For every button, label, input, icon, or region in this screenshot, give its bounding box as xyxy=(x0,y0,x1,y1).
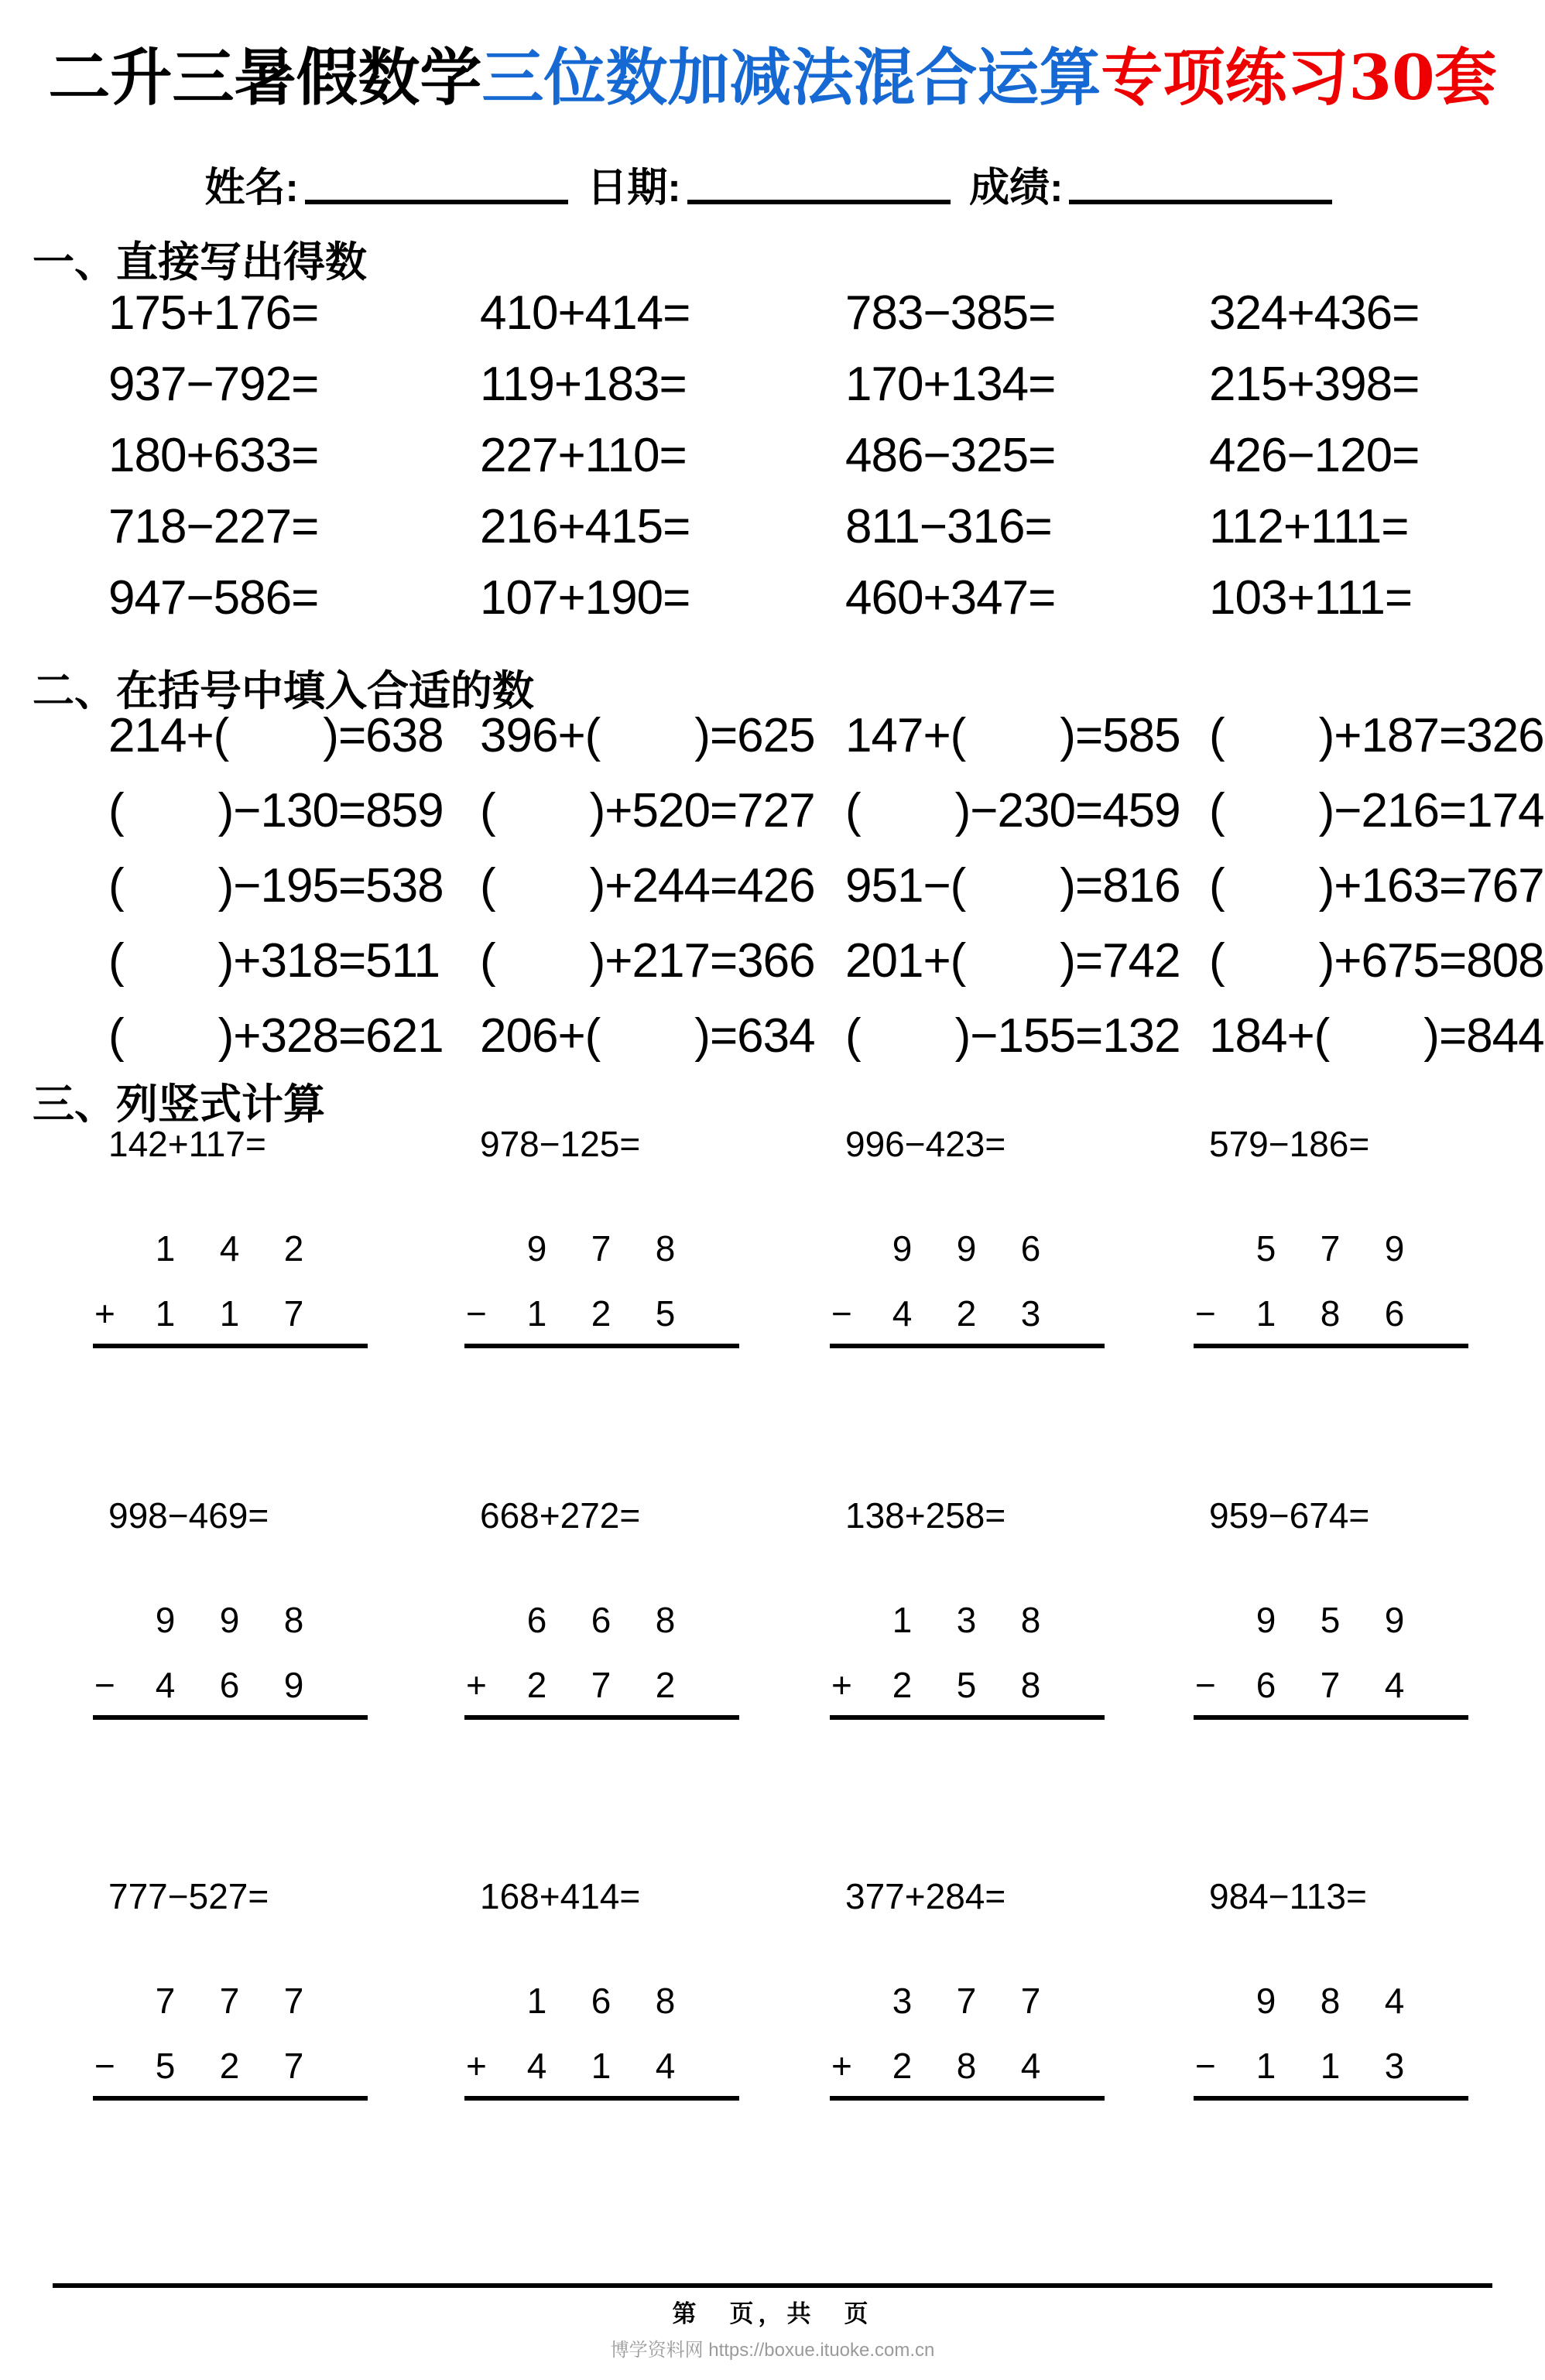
vertical-equation: 996−423= xyxy=(845,1124,1006,1164)
vertical-calc-problem xyxy=(466,1124,841,1348)
date-label: 日期: xyxy=(587,166,681,211)
digit: 8 xyxy=(655,1228,676,1269)
digit: 9 xyxy=(155,1600,176,1640)
answer-line xyxy=(93,1344,368,1348)
digit: 1 xyxy=(526,1981,547,2021)
footer-page-line: 第 页，共 页 xyxy=(672,2300,873,2327)
column-form xyxy=(93,1228,368,1348)
column-form xyxy=(1194,1602,1468,1720)
fill-blank-problem: ( )−155=132 xyxy=(845,1009,1180,1063)
column-form xyxy=(830,1983,1105,2101)
digit: 7 xyxy=(591,1228,611,1269)
digit: 9 xyxy=(283,1665,304,1705)
fill-blank-problem: ( )−216=174 xyxy=(1209,784,1544,837)
vertical-calc-row xyxy=(94,1124,1545,1348)
digit: 7 xyxy=(1320,1665,1341,1705)
digit: 4 xyxy=(526,2046,547,2086)
vertical-calc-problem xyxy=(1195,1876,1541,2101)
digit: 2 xyxy=(892,1665,913,1705)
digit: 1 xyxy=(591,2046,611,2086)
digit: 8 xyxy=(283,1600,304,1640)
column-form xyxy=(1194,1983,1468,2101)
problem: 175+176= xyxy=(108,286,319,340)
vertical-equation: 978−125= xyxy=(480,1124,641,1164)
digit: 5 xyxy=(1256,1228,1276,1269)
vertical-calc-row xyxy=(94,1876,1545,2101)
fill-blank-problem: 396+( )=625 xyxy=(480,709,815,762)
digit: 2 xyxy=(219,2046,240,2086)
digit: 3 xyxy=(956,1600,977,1640)
answer-line xyxy=(1194,1715,1468,1720)
digit: 8 xyxy=(1320,1293,1341,1334)
answer-line xyxy=(1194,2096,1468,2101)
digit: 7 xyxy=(1020,1981,1041,2021)
digit: 4 xyxy=(655,2046,676,2086)
digit: 6 xyxy=(1020,1228,1041,1269)
digit: 9 xyxy=(956,1228,977,1269)
vertical-equation: 668+272= xyxy=(480,1495,641,1536)
digit: 1 xyxy=(155,1228,176,1269)
section1-problem-grid xyxy=(104,277,1545,633)
digit: 9 xyxy=(1256,1981,1276,2021)
problem: 937−792= xyxy=(108,357,319,411)
vertical-equation: 959−674= xyxy=(1209,1495,1370,1536)
problem: 426−120= xyxy=(1209,428,1420,482)
name-label: 姓名: xyxy=(204,166,299,211)
fill-blank-problem: 147+( )=585 xyxy=(845,709,1180,762)
answer-line xyxy=(1194,1344,1468,1348)
digit: 7 xyxy=(956,1981,977,2021)
digit: 2 xyxy=(655,1665,676,1705)
digit: 2 xyxy=(956,1293,977,1334)
problem: 410+414= xyxy=(480,286,690,340)
footer-divider xyxy=(53,2283,1492,2288)
answer-line xyxy=(830,1715,1105,1720)
fill-blank-problem: 201+( )=742 xyxy=(845,934,1180,988)
fill-blank-problem: ( )+187=326 xyxy=(1209,709,1544,762)
digit: 6 xyxy=(591,1981,611,2021)
vertical-calc-row xyxy=(94,1495,1545,1720)
title-series-part: 专项练习30套 xyxy=(1101,41,1497,114)
operator: − xyxy=(1195,2046,1216,2086)
section3-heading: 三、列竖式计算 xyxy=(33,1081,325,1128)
digit: 5 xyxy=(1320,1600,1341,1640)
fill-blank-problem: ( )+675=808 xyxy=(1209,934,1544,988)
digit: 8 xyxy=(956,2046,977,2086)
digit: 1 xyxy=(1256,2046,1276,2086)
digit: 4 xyxy=(155,1665,176,1705)
fill-blank-problem: ( )+163=767 xyxy=(1209,859,1544,913)
operator: − xyxy=(1195,1293,1216,1334)
problem: 811−316= xyxy=(845,499,1052,553)
digit: 8 xyxy=(1320,1981,1341,2021)
vertical-calc-problem xyxy=(466,1495,841,1720)
vertical-calc-problem xyxy=(1195,1124,1541,1348)
title-topic-part: 三位数加减法混合运算 xyxy=(481,41,1101,114)
student-info-line xyxy=(0,155,1545,213)
vertical-calc-problem xyxy=(831,1124,1205,1348)
operator: − xyxy=(466,1293,487,1334)
digit: 6 xyxy=(1384,1293,1405,1334)
digit: 9 xyxy=(1384,1600,1405,1640)
digit: 6 xyxy=(1256,1665,1276,1705)
operator: + xyxy=(831,1665,852,1705)
vertical-calc-problem xyxy=(94,1495,476,1720)
date-blank xyxy=(687,159,951,204)
vertical-calc-problem xyxy=(831,1495,1205,1720)
digit: 8 xyxy=(655,1600,676,1640)
digit: 7 xyxy=(283,1293,304,1334)
vertical-calc-problem xyxy=(1195,1495,1541,1720)
vertical-equation: 142+117= xyxy=(108,1124,266,1164)
operator: + xyxy=(94,1293,115,1334)
score-blank xyxy=(1069,159,1332,204)
vertical-equation: 579−186= xyxy=(1209,1124,1370,1164)
digit: 3 xyxy=(892,1981,913,2021)
digit: 8 xyxy=(1020,1665,1041,1705)
operator: + xyxy=(831,2046,852,2086)
problem: 227+110= xyxy=(480,428,687,482)
fill-blank-problem: ( )−230=459 xyxy=(845,784,1180,837)
column-form xyxy=(464,1228,739,1348)
digit: 4 xyxy=(892,1293,913,1334)
digit: 3 xyxy=(1384,2046,1405,2086)
digit: 7 xyxy=(155,1981,176,2021)
digit: 1 xyxy=(1256,1293,1276,1334)
digit: 7 xyxy=(283,2046,304,2086)
section1-heading: 一、直接写出得数 xyxy=(33,239,367,286)
score-label: 成绩: xyxy=(969,166,1064,211)
problem: 486−325= xyxy=(845,428,1056,482)
digit: 2 xyxy=(892,2046,913,2086)
problem: 216+415= xyxy=(480,499,690,553)
digit: 9 xyxy=(1384,1228,1405,1269)
digit: 5 xyxy=(655,1293,676,1334)
digit: 7 xyxy=(283,1981,304,2021)
problem: 215+398= xyxy=(1209,357,1420,411)
digit: 5 xyxy=(956,1665,977,1705)
vertical-equation: 984−113= xyxy=(1209,1876,1367,1916)
digit: 5 xyxy=(155,2046,176,2086)
vertical-equation: 377+284= xyxy=(845,1876,1006,1916)
problem: 119+183= xyxy=(480,357,687,411)
fill-blank-problem: 214+( )=638 xyxy=(108,709,444,762)
digit: 3 xyxy=(1020,1293,1041,1334)
answer-line xyxy=(830,2096,1105,2101)
digit: 2 xyxy=(591,1293,611,1334)
digit: 6 xyxy=(591,1600,611,1640)
column-form xyxy=(93,1602,368,1720)
column-form xyxy=(464,1602,739,1720)
digit: 4 xyxy=(1384,1981,1405,2021)
vertical-calc-problem xyxy=(94,1124,476,1348)
problem: 947−586= xyxy=(108,570,319,625)
digit: 1 xyxy=(155,1293,176,1334)
column-form xyxy=(93,1983,368,2101)
problem: 107+190= xyxy=(480,570,690,625)
answer-line xyxy=(464,2096,739,2101)
operator: − xyxy=(94,2046,115,2086)
digit: 9 xyxy=(892,1228,913,1269)
problem: 170+134= xyxy=(845,357,1056,411)
fill-blank-problem: 184+( )=844 xyxy=(1209,1009,1544,1063)
problem: 324+436= xyxy=(1209,286,1420,340)
fill-blank-problem: ( )+328=621 xyxy=(108,1009,444,1063)
digit: 7 xyxy=(1320,1228,1341,1269)
name-blank xyxy=(305,159,568,204)
vertical-calc-problem xyxy=(466,1876,841,2101)
section2-problem-grid xyxy=(104,693,1545,1069)
watermark: 博学资料网 https://boxue.ituoke.com.cn xyxy=(610,2340,935,2361)
vertical-calc-problem xyxy=(94,1876,476,2101)
digit: 7 xyxy=(219,1981,240,2021)
vertical-equation: 998−469= xyxy=(108,1495,269,1536)
fill-blank-problem: ( )−195=538 xyxy=(108,859,444,913)
problem: 718−227= xyxy=(108,499,319,553)
page-title xyxy=(0,28,1545,117)
problem: 180+633= xyxy=(108,428,319,482)
problem: 112+111= xyxy=(1209,499,1409,553)
vertical-equation: 138+258= xyxy=(845,1495,1006,1536)
problem: 103+111= xyxy=(1209,570,1413,625)
operator: + xyxy=(466,1665,487,1705)
digit: 2 xyxy=(283,1228,304,1269)
fill-blank-problem: ( )+520=727 xyxy=(480,784,815,837)
digit: 4 xyxy=(1020,2046,1041,2086)
answer-line xyxy=(464,1715,739,1720)
column-form xyxy=(830,1228,1105,1348)
digit: 9 xyxy=(1256,1600,1276,1640)
vertical-equation: 168+414= xyxy=(480,1876,641,1916)
operator: + xyxy=(466,2046,487,2086)
operator: − xyxy=(1195,1665,1216,1705)
answer-line xyxy=(830,1344,1105,1348)
fill-blank-problem: 206+( )=634 xyxy=(480,1009,815,1063)
digit: 7 xyxy=(591,1665,611,1705)
fill-blank-problem: ( )+318=511 xyxy=(108,934,440,988)
column-form xyxy=(830,1602,1105,1720)
vertical-equation: 777−527= xyxy=(108,1876,269,1916)
digit: 8 xyxy=(655,1981,676,2021)
digit: 6 xyxy=(219,1665,240,1705)
answer-line xyxy=(93,2096,368,2101)
problem: 783−385= xyxy=(845,286,1056,340)
operator: − xyxy=(831,1293,852,1334)
title-grade-part: 二升三暑假数学 xyxy=(48,41,482,114)
digit: 9 xyxy=(526,1228,547,1269)
fill-blank-problem: 951−( )=816 xyxy=(845,859,1180,913)
digit: 1 xyxy=(526,1293,547,1334)
digit: 4 xyxy=(219,1228,240,1269)
digit: 1 xyxy=(219,1293,240,1334)
column-form xyxy=(464,1983,739,2101)
digit: 6 xyxy=(526,1600,547,1640)
answer-line xyxy=(464,1344,739,1348)
digit: 9 xyxy=(219,1600,240,1640)
digit: 1 xyxy=(892,1600,913,1640)
digit: 2 xyxy=(526,1665,547,1705)
digit: 4 xyxy=(1384,1665,1405,1705)
digit: 1 xyxy=(1320,2046,1341,2086)
fill-blank-problem: ( )+217=366 xyxy=(480,934,815,988)
fill-blank-problem: ( )−130=859 xyxy=(108,784,444,837)
answer-line xyxy=(93,1715,368,1720)
vertical-calc-problem xyxy=(831,1876,1205,2101)
digit: 8 xyxy=(1020,1600,1041,1640)
fill-blank-problem: ( )+244=426 xyxy=(480,859,815,913)
problem: 460+347= xyxy=(845,570,1056,625)
operator: − xyxy=(94,1665,115,1705)
section2-heading: 二、在括号中填入合适的数 xyxy=(33,668,534,714)
column-form xyxy=(1194,1228,1468,1348)
